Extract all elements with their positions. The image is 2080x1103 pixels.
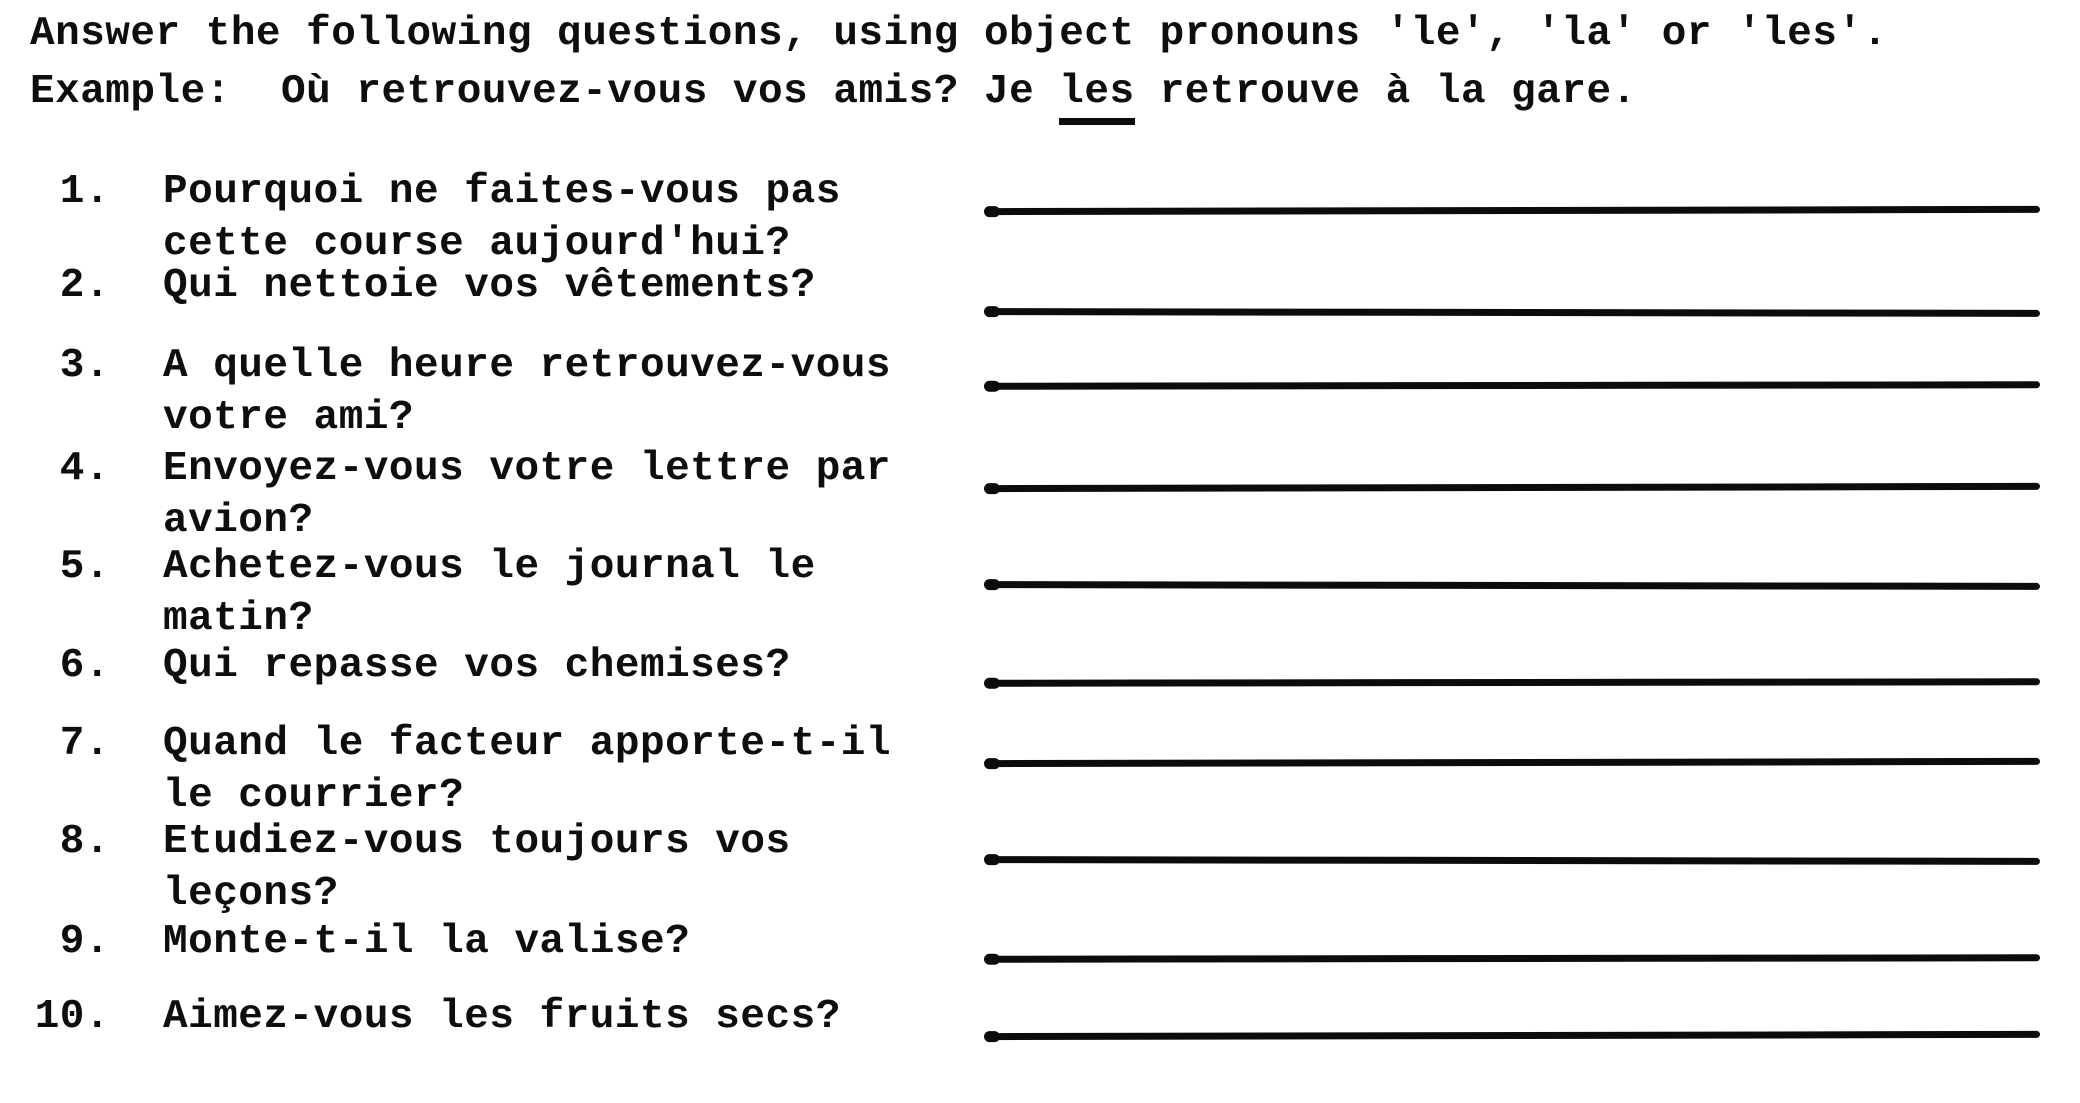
- answer-blank-line-5: [990, 581, 2040, 590]
- question-number: 2.: [59, 263, 110, 309]
- question-number: 10.: [34, 994, 110, 1040]
- question-text-line1: Envoyez-vous votre lettre par: [163, 446, 892, 492]
- answer-blank-line-8: [990, 856, 2040, 865]
- question-row-3: [0, 340, 960, 452]
- question-number: 4.: [59, 446, 110, 492]
- question-number: 9.: [59, 919, 110, 965]
- example-underlined-pronoun: les: [1059, 69, 1134, 125]
- question-text-line2: avion?: [163, 498, 314, 544]
- answer-blank-line-10: [990, 1031, 2040, 1040]
- question-text-line2: le courrier?: [163, 773, 465, 819]
- question-text-line1: Aimez-vous les fruits secs?: [163, 994, 841, 1040]
- answer-blank-line-1: [990, 206, 2040, 215]
- question-number: 5.: [59, 544, 110, 590]
- question-number: 8.: [59, 819, 110, 865]
- answer-blank-line-9: [990, 954, 2040, 962]
- question-text-line1: A quelle heure retrouvez-vous: [163, 343, 892, 389]
- question-number: 3.: [59, 343, 110, 389]
- answer-blank-line-4: [990, 483, 2040, 492]
- question-text-line1: Qui repasse vos chemises?: [163, 643, 791, 689]
- question-text-line2: matin?: [163, 596, 314, 642]
- answer-blank-line-7: [990, 758, 2040, 767]
- example-label: Example:: [30, 69, 231, 115]
- question-text-line2: votre ami?: [163, 395, 415, 441]
- question-row-8: [0, 816, 960, 928]
- question-text-line2: cette course aujourd'hui?: [163, 221, 791, 267]
- question-row-10: [0, 991, 960, 1103]
- question-row-4: [0, 443, 960, 555]
- example-line: [30, 66, 1637, 118]
- question-number: 7.: [59, 721, 110, 767]
- answer-blank-line-3: [990, 381, 2040, 389]
- question-row-7: [0, 718, 960, 830]
- answer-blank-line-6: [990, 678, 2040, 686]
- question-text-line1: Monte-t-il la valise?: [163, 919, 691, 965]
- example-sentence-end: retrouve à la gare.: [1134, 69, 1637, 115]
- question-text-line1: Etudiez-vous toujours vos: [163, 819, 791, 865]
- question-text-line1: Achetez-vous le journal le: [163, 544, 816, 590]
- instructions-text: Answer the following questions, using object pronouns 'le', 'la' or 'les'.: [30, 11, 1888, 57]
- question-text-line1: Quand le facteur apporte-t-il: [163, 721, 892, 767]
- question-text-line2: leçons?: [163, 871, 339, 917]
- question-number: 1.: [59, 169, 110, 215]
- question-text-line1: Qui nettoie vos vêtements?: [163, 263, 816, 309]
- question-text-line1: Pourquoi ne faites-vous pas: [163, 169, 841, 215]
- example-sentence-start: Où retrouvez-vous vos amis? Je: [230, 69, 1060, 115]
- question-number: 6.: [59, 643, 110, 689]
- question-row-5: [0, 541, 960, 653]
- answer-blank-line-2: [990, 308, 2040, 317]
